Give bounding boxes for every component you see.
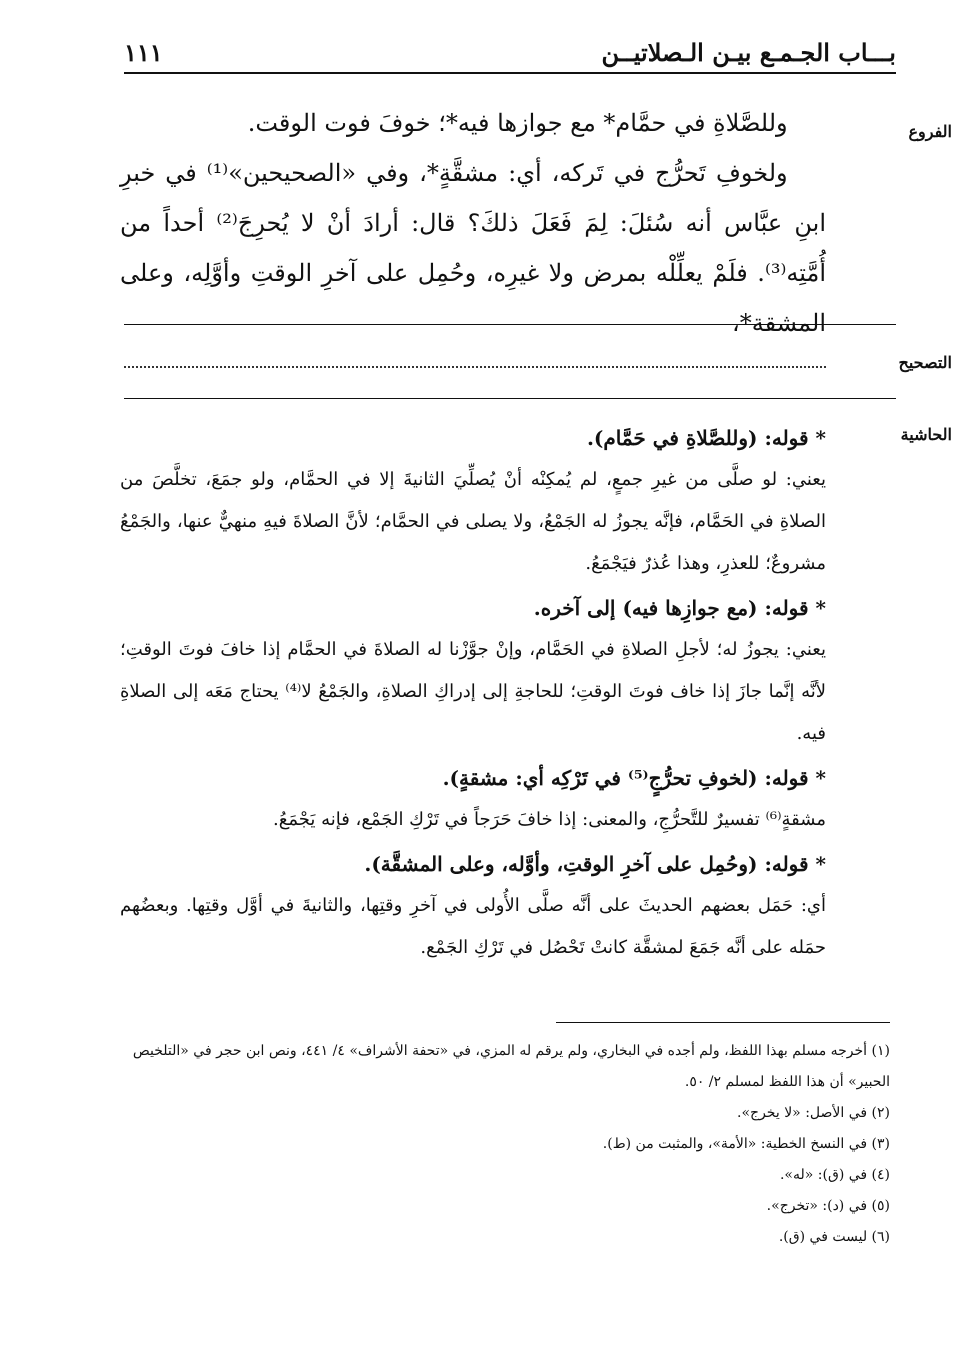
page-number: ١١١: [124, 38, 163, 67]
footnote: (٦) ليست في (ق).: [778, 1229, 890, 1245]
section-divider: [124, 324, 896, 325]
commentary: [120, 415, 826, 969]
commentary-body: أي: حَمَل بعضهم الحديثَ على أنَّه صلَّى الأُولى في آخرِ وقتِها، والثانيةَ في أوَّل وقتِها. وبعضُهم حمَله على أنَّه جَمَعَ لمشقَّة كانتْ تَحْصُل في تَرْكِ الجَمْع.: [120, 895, 826, 958]
footnote-rule: [556, 1022, 890, 1023]
commentary-body: مشقةٍ⁽⁶⁾ تفسيرٌ للتَّحرُّجِ، والمعنى: إذا خافَ حَرَجاً في تَرْكِ الجَمْع، فإنه يَجْمَعُ.: [273, 809, 826, 830]
tashih-dotted-line: [124, 366, 826, 368]
commentary-heading: * قوله: (وللصَّلاةِ في حَمَّام).: [586, 426, 826, 450]
commentary-heading: * قوله: (وحُمِل على آخرِ الوقتِ، وأوَّله، وعلى المشقَّة).: [364, 852, 826, 876]
main-text: [120, 98, 826, 348]
footnote: (٥) في (د): «تخرج».: [766, 1198, 890, 1214]
commentary-body: يعني: يجوزُ له؛ لأجلِ الصلاةِ في الحَمَّام، وإنْ جوَّزْنا له الصلاةَ في الحمَّام إذا خافَ فوتَ الوقتِ؛ لأنَّه إنَّما جازَ إذا خاف فوتَ الوقتِ؛ للحاجةِ إلى إدراكِ الصلاةِ، والجَمْعُ لا⁽⁴⁾ يحتاج مَعَه إلى الصلاةِ فيه.: [120, 639, 827, 744]
main-paragraph: ولخوفِ تَحرُّج في تَركه، أي: مشقَّةٍ*، وفي «الصحيحين»⁽¹⁾ في خبرِ ابنِ عبَّاس أنه سُئلَ: لِمَ فَعَلَ ذلكَ؟ قال: أرادَ أنْ لا يُحرِجَ⁽²⁾ أحداً من أُمَّتِه⁽³⁾. فلَمْ يعلِّلْه بمرض ولا غيرِه، وحُمِل على آخرِ الوقتِ وأوَّلِه، وعلى المشقة*،: [120, 159, 826, 337]
running-title: بـــاب الجـمـع بيـن الـصلاتيــن: [601, 38, 896, 67]
section-label-hashiya: الحاشية: [900, 425, 952, 444]
footnote: (١) أخرجه مسلم بهذا اللفظ، ولم أجده في البخاري، ولم يرقم له المزي، في «تحفة الأشراف» ٤/ ٤٤١، ونص ابن حجر في «التلخيص الحبير» أن هذا اللفظ لمسلم ٢/ ٥٠.: [132, 1043, 890, 1090]
footnote: (٣) في النسخ الخطية: «الأمة»، والمثبت من (ط).: [602, 1136, 890, 1152]
commentary-heading: * قوله: (لخوفِ تحرُّجٍ⁽⁵⁾ في تَرْكِه أي: مشقةٍ).: [442, 766, 826, 790]
commentary-body: يعني: لو صلَّى من غيرِ جمعٍ، لم يُمكِنْه أنْ يُصلِّيَ الثانيةَ إلا في الحمَّام، ولو جمَعَ، تخلَّصَ من الصلاةِ في الحَمَّام، فإنَّه يجوزُ له الجَمْعُ، ولا يصلى في الحمَّام؛ لأنَّ الصلاةَ فيهِ منهيٌّ عنها، والجَمْعُ مشروعٌ؛ للعذرِ، وهذا عُذرٌ فيَجْمَعُ.: [120, 469, 826, 574]
main-paragraph: وللصَّلاةِ في حمَّام* مع جوازها فيه*؛ خوفَ فوت الوقت.: [247, 109, 788, 137]
page-header: [124, 30, 896, 74]
commentary-heading: * قوله: (مع جوازِها فيه) إلى آخره.: [533, 596, 826, 620]
footnote: (٤) في (ق): «له».: [779, 1167, 890, 1183]
footnotes: [120, 1036, 890, 1253]
footnote: (٢) في الأصل: «لا يخرج».: [737, 1105, 890, 1121]
header-rule: [124, 72, 896, 74]
section-label-furu: الفروع: [908, 122, 952, 141]
section-divider: [124, 398, 896, 399]
section-label-tashih: التصحيح: [898, 353, 952, 372]
